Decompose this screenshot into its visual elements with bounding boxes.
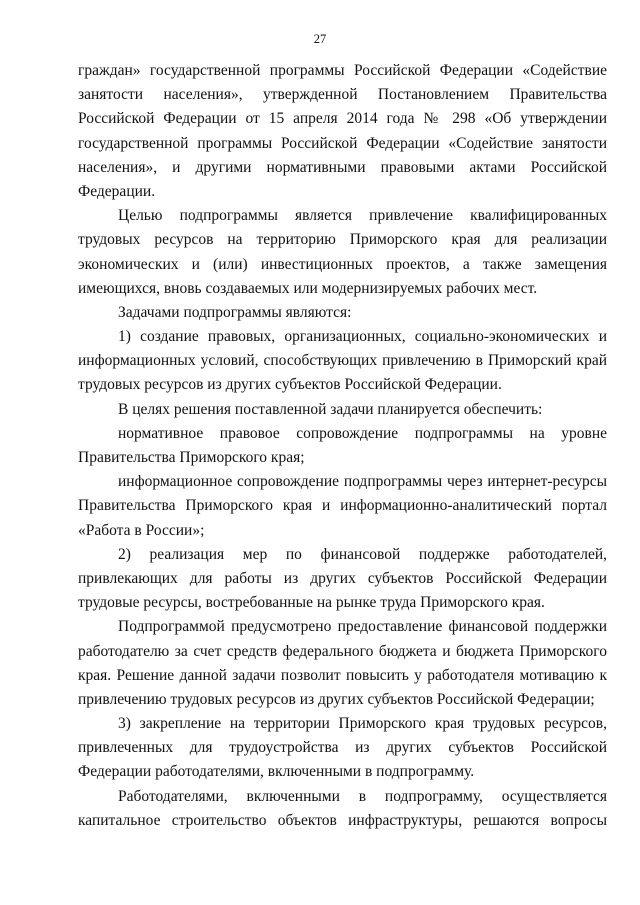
text-line: населения», и другими нормативными правовыми актами Российской [78,158,607,176]
text-line: Правительства Приморского края и информационно-аналитический портал [78,497,607,515]
text-line: 2) реализация мер по финансовой поддержке работодателей, [118,545,607,563]
text-line: Подпрограммой предусмотрено предоставление финансовой поддержки [118,618,607,636]
text-line: Задачами подпрограммы являются: [118,303,352,321]
text-line: 3) закрепление на территории Приморского края трудовых ресурсов, [118,715,607,733]
text-line: государственной программы Российской Федерации «Содействие занятости [78,134,607,152]
text-line: привлеченных для трудоустройства из других субъектов Российской [78,739,607,757]
text-line: В целях решения поставленной задачи планируется обеспечить: [118,400,543,418]
text-line: занятости населения», утвержденной Постановлением Правительства [78,86,607,104]
text-line: Правительства Приморского края; [78,449,305,466]
text-line: привлечению трудовых ресурсов из других субъектов Российской Федерации; [78,690,595,708]
page-number: 27 [313,32,327,46]
text-line: трудовые ресурсы, востребованные на рынке труда Приморского края. [78,594,545,612]
text-line: Федерации. [78,182,156,200]
text-line: края. Решение данной задачи позволит повысить у работодателя мотивацию к [78,666,607,684]
text-line: экономических и (или) инвестиционных проектов, а также замещения [78,255,607,273]
text-line: «Работа в России»; [78,521,205,539]
text-line: Целью подпрограммы является привлечение квалифицированных [118,207,607,225]
text-line: имеющихся, вновь создаваемых или модернизируемых рабочих мест. [78,279,538,297]
text-line: Федерации работодателями, включенными в подпрограмму. [78,763,475,781]
text-line: 1) создание правовых, организационных, социально-экономических и [118,328,607,346]
text-line: трудовых ресурсов из других субъектов Российской Федерации. [78,376,502,394]
text-line: информационное сопровождение подпрограммы через интернет-ресурсы [118,473,607,491]
text-line: привлекающих для работы из других субъектов Российской Федерации [78,569,607,587]
body-text [78,59,607,833]
text-line: трудовых ресурсов на территорию Приморского края для реализации [78,231,607,249]
text-line: работодателю за счет средств федерального бюджета и бюджета Приморского [78,642,607,660]
text-line: нормативное правовое сопровождение подпрограммы на уровне [118,424,607,442]
text-line: капитальное строительство объектов инфраструктуры, решаются вопросы [78,811,607,829]
text-line: граждан» государственной программы Российской Федерации «Содействие [78,62,607,79]
text-line: информационных условий, способствующих привлечению в Приморский край [78,352,607,370]
text-line: Российской Федерации от 15 апреля 2014 года № 298 «Об утверждении [78,110,607,128]
text-line: Работодателями, включенными в подпрограмму, осуществляется [118,787,607,805]
